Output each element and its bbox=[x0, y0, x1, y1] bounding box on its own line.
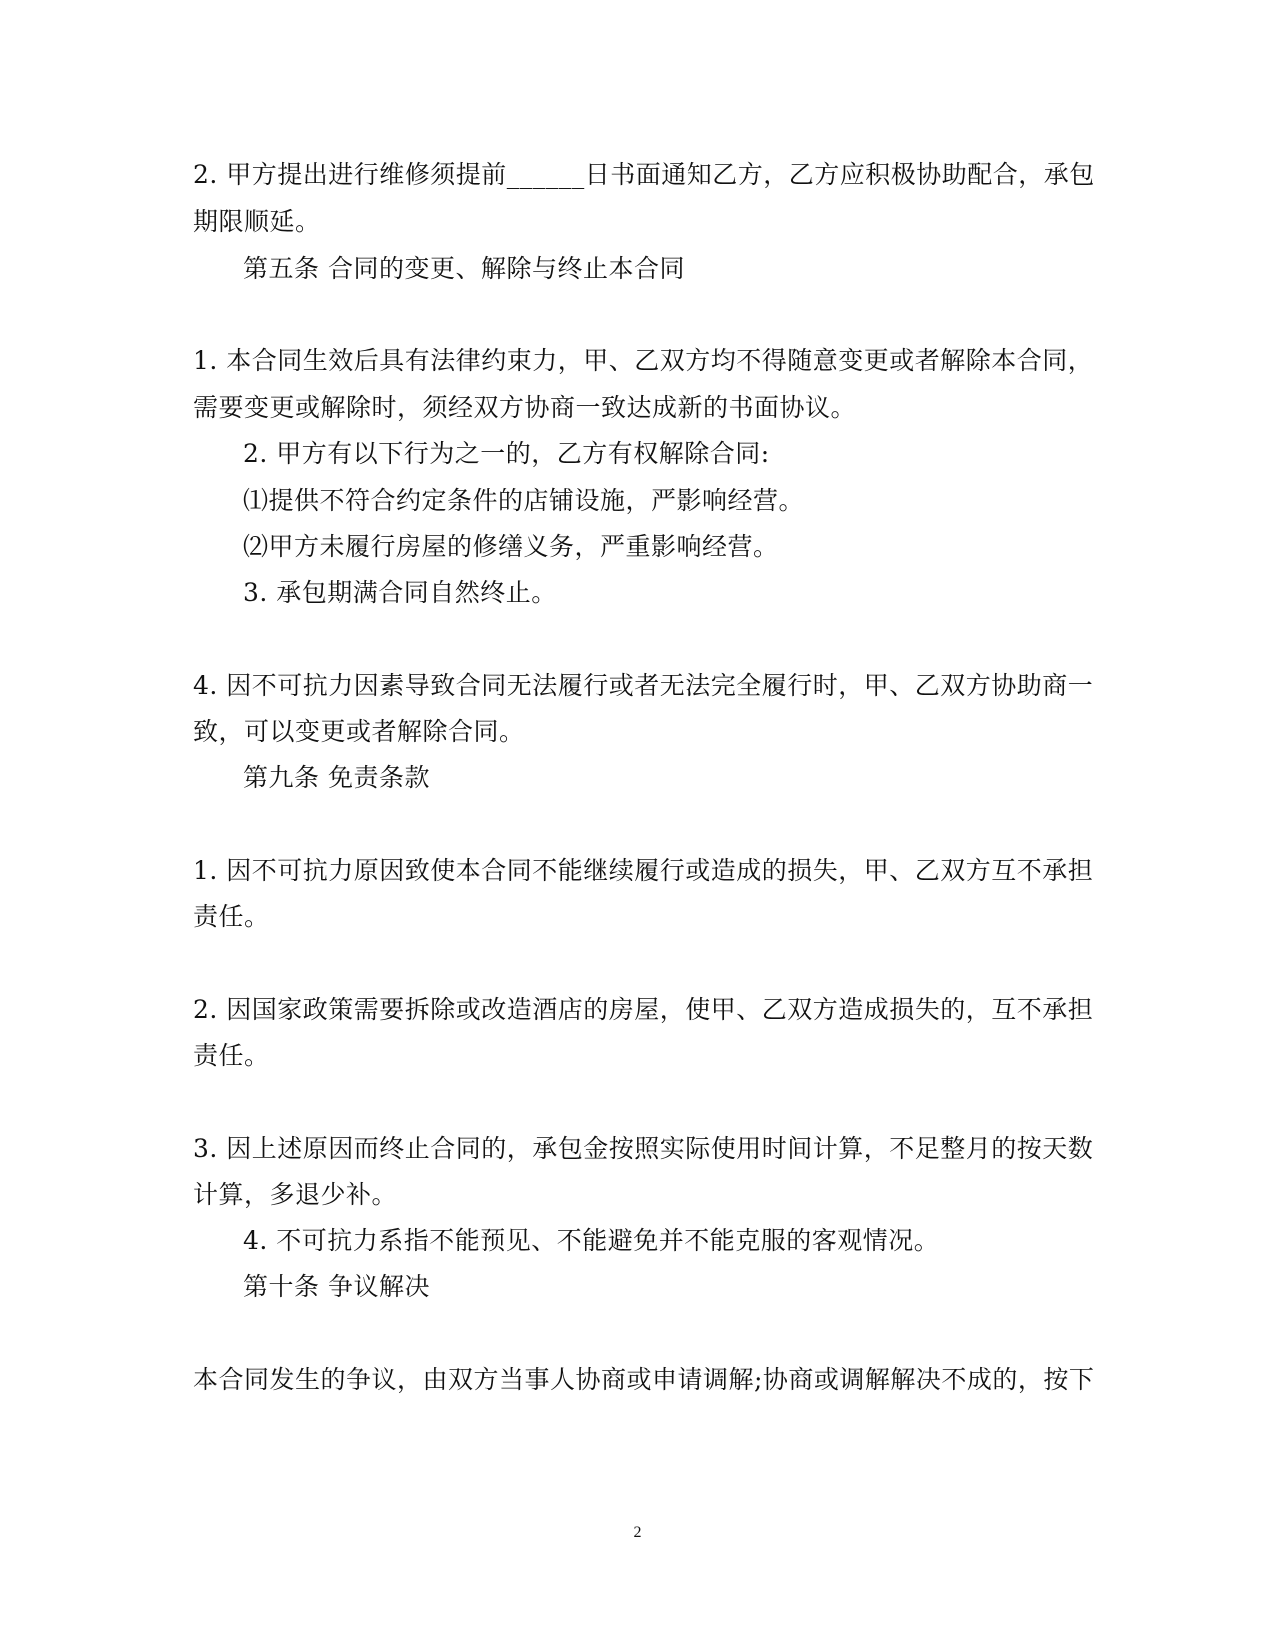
paragraph-line: 需要变更或解除时，须经双方协商一致达成新的书面协议。 bbox=[193, 393, 857, 422]
paragraph-line: 致，可以变更或者解除合同。 bbox=[193, 717, 525, 746]
section-heading: 第九条 免责条款 bbox=[243, 763, 430, 792]
paragraph-line: 责任。 bbox=[193, 902, 270, 931]
paragraph-line: 计算，多退少补。 bbox=[193, 1180, 398, 1209]
page-number: 2 bbox=[633, 1524, 642, 1541]
paragraph-line: 2. 因国家政策需要拆除或改造酒店的房屋，使甲、乙双方造成损失的，互不承担 bbox=[193, 995, 1094, 1024]
paragraph-line: ⑵甲方未履行房屋的修缮义务，严重影响经营。 bbox=[243, 532, 779, 561]
paragraph-line: 4. 因不可抗力因素导致合同无法履行或者无法完全履行时，甲、乙双方协助商一 bbox=[193, 671, 1094, 700]
section-heading: 第十条 争议解决 bbox=[243, 1272, 430, 1301]
paragraph-line: 3. 承包期满合同自然终止。 bbox=[243, 578, 557, 607]
paragraph-line: 1. 本合同生效后具有法律约束力，甲、乙双方均不得随意变更或者解除本合同， bbox=[193, 346, 1094, 375]
paragraph-line: 2. 甲方有以下行为之一的，乙方有权解除合同: bbox=[243, 439, 770, 468]
paragraph-line: 3. 因上述原因而终止合同的，承包金按照实际使用时间计算，不足整月的按天数 bbox=[193, 1134, 1094, 1163]
paragraph-line: 本合同发生的争议，由双方当事人协商或申请调解;协商或调解解决不成的，按下 bbox=[193, 1365, 1095, 1394]
paragraph-line: 责任。 bbox=[193, 1041, 270, 1070]
paragraph-line: 2. 甲方提出进行维修须提前______日书面通知乙方，乙方应积极协助配合，承包 bbox=[193, 160, 1095, 189]
paragraph-line: 期限顺延。 bbox=[193, 207, 321, 236]
paragraph-line: 1. 因不可抗力原因致使本合同不能继续履行或造成的损失，甲、乙双方互不承担 bbox=[193, 856, 1094, 885]
paragraph-line: 4. 不可抗力系指不能预见、不能避免并不能克服的客观情况。 bbox=[243, 1226, 940, 1255]
paragraph-line: ⑴提供不符合约定条件的店铺设施，严影响经营。 bbox=[243, 486, 805, 515]
section-heading: 第五条 合同的变更、解除与终止本合同 bbox=[243, 254, 685, 283]
